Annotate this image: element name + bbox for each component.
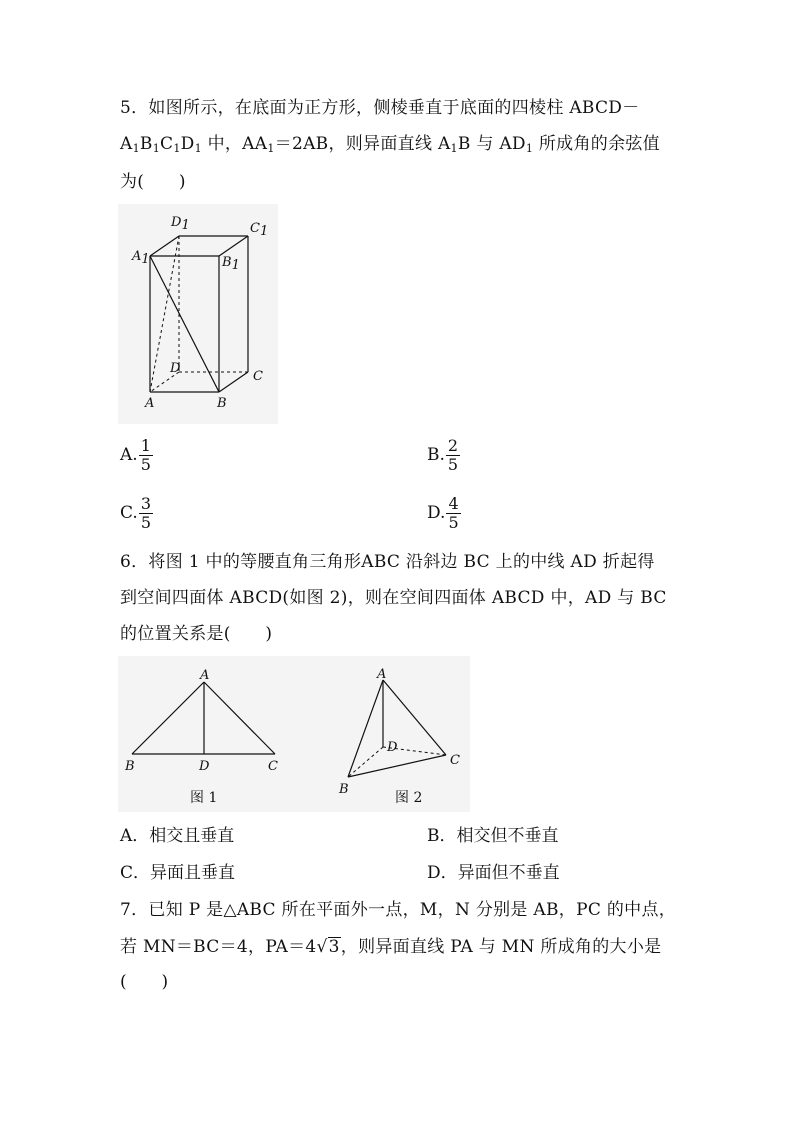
numerator: 1 <box>140 436 151 455</box>
option-letter: D. <box>427 503 446 523</box>
prism-figure <box>118 204 278 424</box>
label-C1: C1 <box>250 221 269 239</box>
q6-line-3: 的位置关系是( ) <box>120 624 273 644</box>
numerator: 4 <box>448 494 459 513</box>
q6-line-1: 6．将图 1 中的等腰直角三角形ABC 沿斜边 BC 上的中线 AD 折起得 <box>120 552 655 572</box>
label-D1: D1 <box>171 215 190 233</box>
option-letter: A. <box>120 445 138 465</box>
option-letter: C. <box>120 503 138 523</box>
numerator: 2 <box>447 436 459 455</box>
label-B: B <box>217 396 227 411</box>
fig2-label-C: C <box>450 753 460 768</box>
q5-text: ＝2AB，则异面直线 A <box>274 134 451 154</box>
q6-option-d[interactable]: D．异面但不垂直 <box>427 863 560 883</box>
fig1-label-B: B <box>125 759 135 774</box>
q6-option-a[interactable]: A．相交且垂直 <box>120 826 235 846</box>
q6-line-2: 到空间四面体 ABCD(如图 2)，则在空间四面体 ABCD 中，AD 与 BC <box>120 588 667 608</box>
q5-option-d[interactable] <box>427 495 461 532</box>
q5-text: B <box>139 134 153 154</box>
q7-text: 若 MN＝BC＝4，PA＝4 <box>120 937 317 957</box>
fig2-label-B: B <box>339 782 349 797</box>
option-fraction <box>139 437 153 474</box>
triangle-figures <box>118 656 470 812</box>
fig1-label-C: C <box>268 759 278 774</box>
q5-sub: 1 <box>267 142 275 155</box>
fig1-label-A: A <box>200 668 210 683</box>
q5-text: C <box>160 134 174 154</box>
label-C: C <box>253 369 263 384</box>
q5-option-a[interactable] <box>120 437 153 474</box>
q5-option-b[interactable] <box>427 437 460 474</box>
q5-sub: 1 <box>132 142 140 155</box>
option-letter: B. <box>427 445 445 465</box>
q5-line-3: 为( ) <box>120 172 186 192</box>
q7-line-2: 若 MN＝BC＝4，PA＝4√3，则异面直线 PA 与 MN 所成角的大小是 <box>120 937 662 957</box>
q7-line-3: ( ) <box>120 972 169 992</box>
label-A: A <box>145 396 155 411</box>
q6-option-c[interactable]: C．异面且垂直 <box>120 863 236 883</box>
q5-sub: 1 <box>525 142 534 155</box>
q5-option-c[interactable] <box>120 495 153 532</box>
label-D: D <box>170 361 181 376</box>
q5-text: A <box>120 134 133 154</box>
q5-line-1: 5．如图所示，在底面为正方形，侧棱垂直于底面的四棱柱 ABCD－ <box>120 98 640 118</box>
q5-sub: 1 <box>450 142 458 155</box>
denominator: 5 <box>140 513 151 532</box>
q5-text: D <box>180 134 195 154</box>
q7-line-1: 7．已知 P 是△ABC 所在平面外一点，M，N 分别是 AB，PC 的中点， <box>120 900 677 920</box>
q7-text: ，则异面直线 PA 与 MN 所成角的大小是 <box>340 937 662 957</box>
fig2-caption: 图 2 <box>395 790 423 806</box>
q6-option-b[interactable]: B．相交但不垂直 <box>427 826 559 846</box>
label-B1: B1 <box>222 255 240 273</box>
label-A1: A1 <box>132 249 150 267</box>
q5-sub: 1 <box>173 142 181 155</box>
denominator: 5 <box>447 455 459 474</box>
sqrt-radicand: 3 <box>328 937 340 957</box>
q5-sub: 1 <box>152 142 160 155</box>
denominator: 5 <box>448 513 459 532</box>
option-fraction <box>139 495 153 532</box>
q5-text: 中，AA <box>201 134 268 154</box>
numerator: 3 <box>140 494 151 513</box>
denominator: 5 <box>140 455 151 474</box>
q5-text: B 与 AD <box>457 134 526 154</box>
q5-line-2 <box>120 134 680 154</box>
q5-text: 所成角的余弦值 <box>533 134 660 154</box>
q5-sub: 1 <box>194 142 202 155</box>
fig1-caption: 图 1 <box>190 790 218 806</box>
fig1-label-D: D <box>199 759 210 774</box>
option-fraction <box>446 437 460 474</box>
fig2-label-D: D <box>387 740 398 755</box>
fig2-label-A: A <box>377 667 387 682</box>
option-fraction <box>446 495 460 532</box>
